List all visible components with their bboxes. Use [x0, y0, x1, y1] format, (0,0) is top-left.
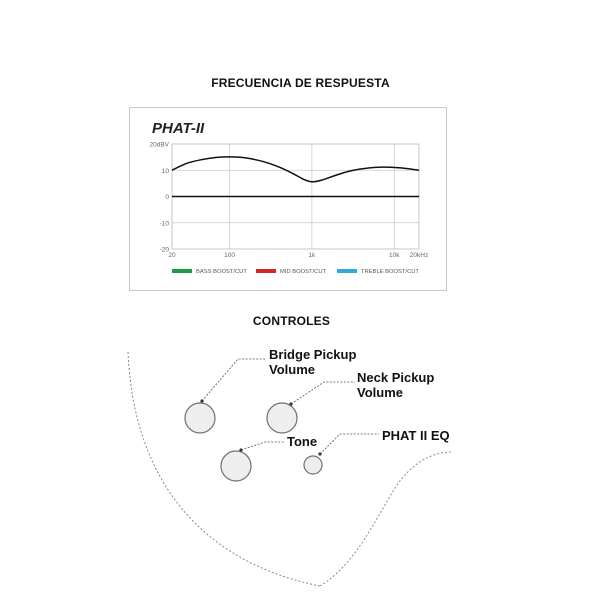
y-tick-label: 20dBV — [149, 141, 169, 149]
x-tick-label: 10k — [388, 252, 400, 259]
phat-eq-label: PHAT II EQ — [382, 428, 450, 443]
neck-leader-dot — [289, 402, 292, 405]
tone-label: Tone — [287, 434, 318, 449]
phat-leader-dot — [318, 452, 321, 455]
bridge-leader-dot — [200, 399, 203, 402]
chart-title: PHAT-II — [152, 120, 205, 137]
phat-eq-knob[interactable] — [304, 456, 322, 474]
neck-volume-knob[interactable] — [267, 403, 297, 433]
bridge-leader-line — [202, 359, 266, 401]
legend-label: MID BOOST/CUT — [280, 269, 327, 275]
tone-leader-dot — [239, 448, 242, 451]
bridge-volume-label — [269, 347, 356, 377]
bridge-volume-label-line2: Volume — [269, 362, 315, 377]
response-section-title: FRECUENCIA DE RESPUESTA — [211, 76, 390, 90]
phat-leader-line — [320, 434, 379, 454]
legend-label: BASS BOOST/CUT — [196, 269, 247, 275]
neck-volume-label-line1: Neck Pickup — [357, 370, 435, 385]
tone-leader-line — [241, 442, 284, 450]
x-tick-label: 1k — [308, 252, 316, 259]
x-tick-label: 20kHz — [409, 252, 429, 259]
tone-knob[interactable] — [221, 451, 251, 481]
neck-leader-line — [291, 382, 355, 404]
neck-volume-label — [357, 370, 434, 400]
y-tick-label: 10 — [161, 167, 169, 175]
x-tick-label: 100 — [224, 252, 235, 259]
y-tick-label: -10 — [159, 220, 169, 228]
neck-volume-label-line2: Volume — [357, 385, 403, 400]
x-tick-label: 20 — [168, 252, 176, 259]
y-tick-label: -20 — [159, 246, 169, 254]
bridge-volume-knob[interactable] — [185, 403, 215, 433]
controls-section-title: CONTROLES — [252, 314, 331, 328]
bridge-volume-label-line1: Bridge Pickup — [269, 347, 357, 362]
y-tick-label: 0 — [165, 194, 169, 201]
legend-label: TREBLE BOOST/CUT — [361, 269, 419, 275]
body-outline-right — [320, 452, 452, 586]
